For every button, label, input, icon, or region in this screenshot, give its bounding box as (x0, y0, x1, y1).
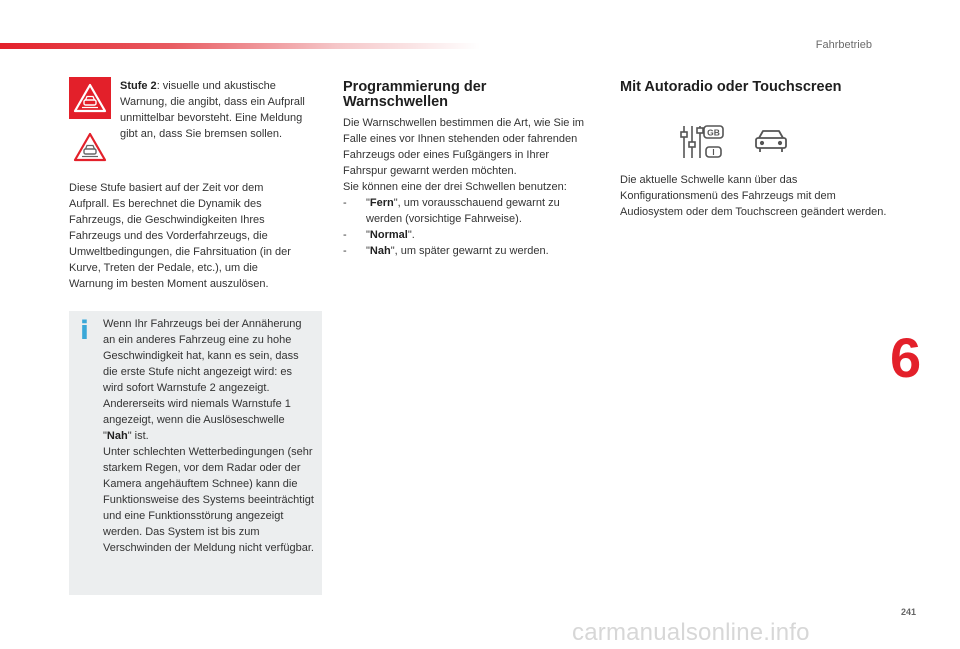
warning-icons (69, 77, 111, 168)
badge-gb: GB (707, 127, 720, 138)
header-accent-bar (0, 43, 480, 49)
option-fern-label: Fern (369, 197, 394, 209)
bullet-dash: - (343, 229, 347, 241)
info-line-2-post: " ist. (127, 430, 149, 442)
page-number: 241 (900, 607, 916, 617)
option-normal-label: Normal (369, 229, 408, 241)
section-title: Fahrbetrieb (815, 39, 872, 51)
option-normal: - "Normal". (343, 229, 415, 241)
programming-title: Programmierung der Warnschwellen (343, 79, 487, 110)
info-box (69, 311, 322, 595)
stufe2-label: Stufe 2 (120, 80, 157, 92)
warning-triangle-outline-icon (69, 126, 111, 168)
info-line-3: Unter schlechten Wetterbedingungen (sehr starkem Regen, vor dem Radar oder der Kamera angehäuftem Schnee) kann die Funktionsweise des Systems beeinträchtigt und eine Funktionsstörung angezeigt werden. Das System ist bis zum Verschwinden der Meldung nicht verfügbar. (103, 446, 314, 554)
info-line-2-bold: Nah (106, 430, 128, 442)
touchscreen-text: Die aktuelle Schwelle kann über das Konfigurationsmenü des Fahrzeugs mit dem Audiosystem oder dem Touchscreen geändert werden. (620, 174, 887, 218)
car-icon (756, 131, 786, 152)
programming-intro: Die Warnschwellen bestimmen die Art, wie Sie im Falle eines vor Ihnen stehenden oder fahrenden Fahrzeugs oder eines Fußgängers in Ihrer Fahrspur gewarnt werden möchten. (343, 117, 585, 177)
option-nah-label: Nah (369, 245, 391, 257)
programming-text (343, 115, 593, 259)
touchscreen-icons (679, 124, 789, 160)
stufe2-description (120, 78, 305, 142)
stufe2-text: : visuelle und akustische Warnung, die angibt, dass ein Aufprall unmittelbar bevorsteht. Eine Meldung gibt an, dass Sie bremsen sollen. (120, 80, 305, 140)
badge-i: I (712, 148, 715, 157)
info-text (103, 316, 315, 556)
watermark: carmanualsonline.info (572, 619, 810, 646)
info-line-2-pre: Andererseits wird niemals Warnstufe 1 angezeigt, wenn die Auslöseschwelle " (103, 398, 291, 442)
option-fern: - "Fern", um vorausschauend gewarnt zu werden (vorsichtige Fahrweise). (343, 197, 560, 225)
info-line-1: Wenn Ihr Fahrzeugs bei der Annäherung an ein anderes Fahrzeug eine zu hohe Geschwindigkeit hat, kann es sein, dass die erste Stufe nicht angezeigt wird: es wird sofort Warnstufe 2 angezeigt. (103, 318, 302, 394)
warning-triangle-red-icon (69, 77, 111, 119)
bullet-dash: - (343, 245, 347, 257)
programming-intro-2: Sie können eine der drei Schwellen benutzen: (343, 181, 567, 193)
chapter-number: 6 (890, 326, 922, 389)
touchscreen-title: Mit Autoradio oder Touchscreen (620, 79, 842, 95)
option-nah: - "Nah", um später gewarnt zu werden. (343, 245, 549, 257)
bullet-dash: - (343, 197, 347, 209)
stufe2-body-text: Diese Stufe basiert auf der Zeit vor dem Aufprall. Es berechnet die Dynamik des Fahrzeugs, die Geschwindigkeiten Ihres Fahrzeugs und des Vorderfahrzeugs, die Umweltbedingungen, die Fahrsituation (in der Kurve, Treten der Pedale, etc.), um die Warnung im besten Moment auszulösen. (69, 182, 291, 290)
settings-sliders-icon (679, 124, 789, 160)
info-icon: i (80, 316, 89, 346)
